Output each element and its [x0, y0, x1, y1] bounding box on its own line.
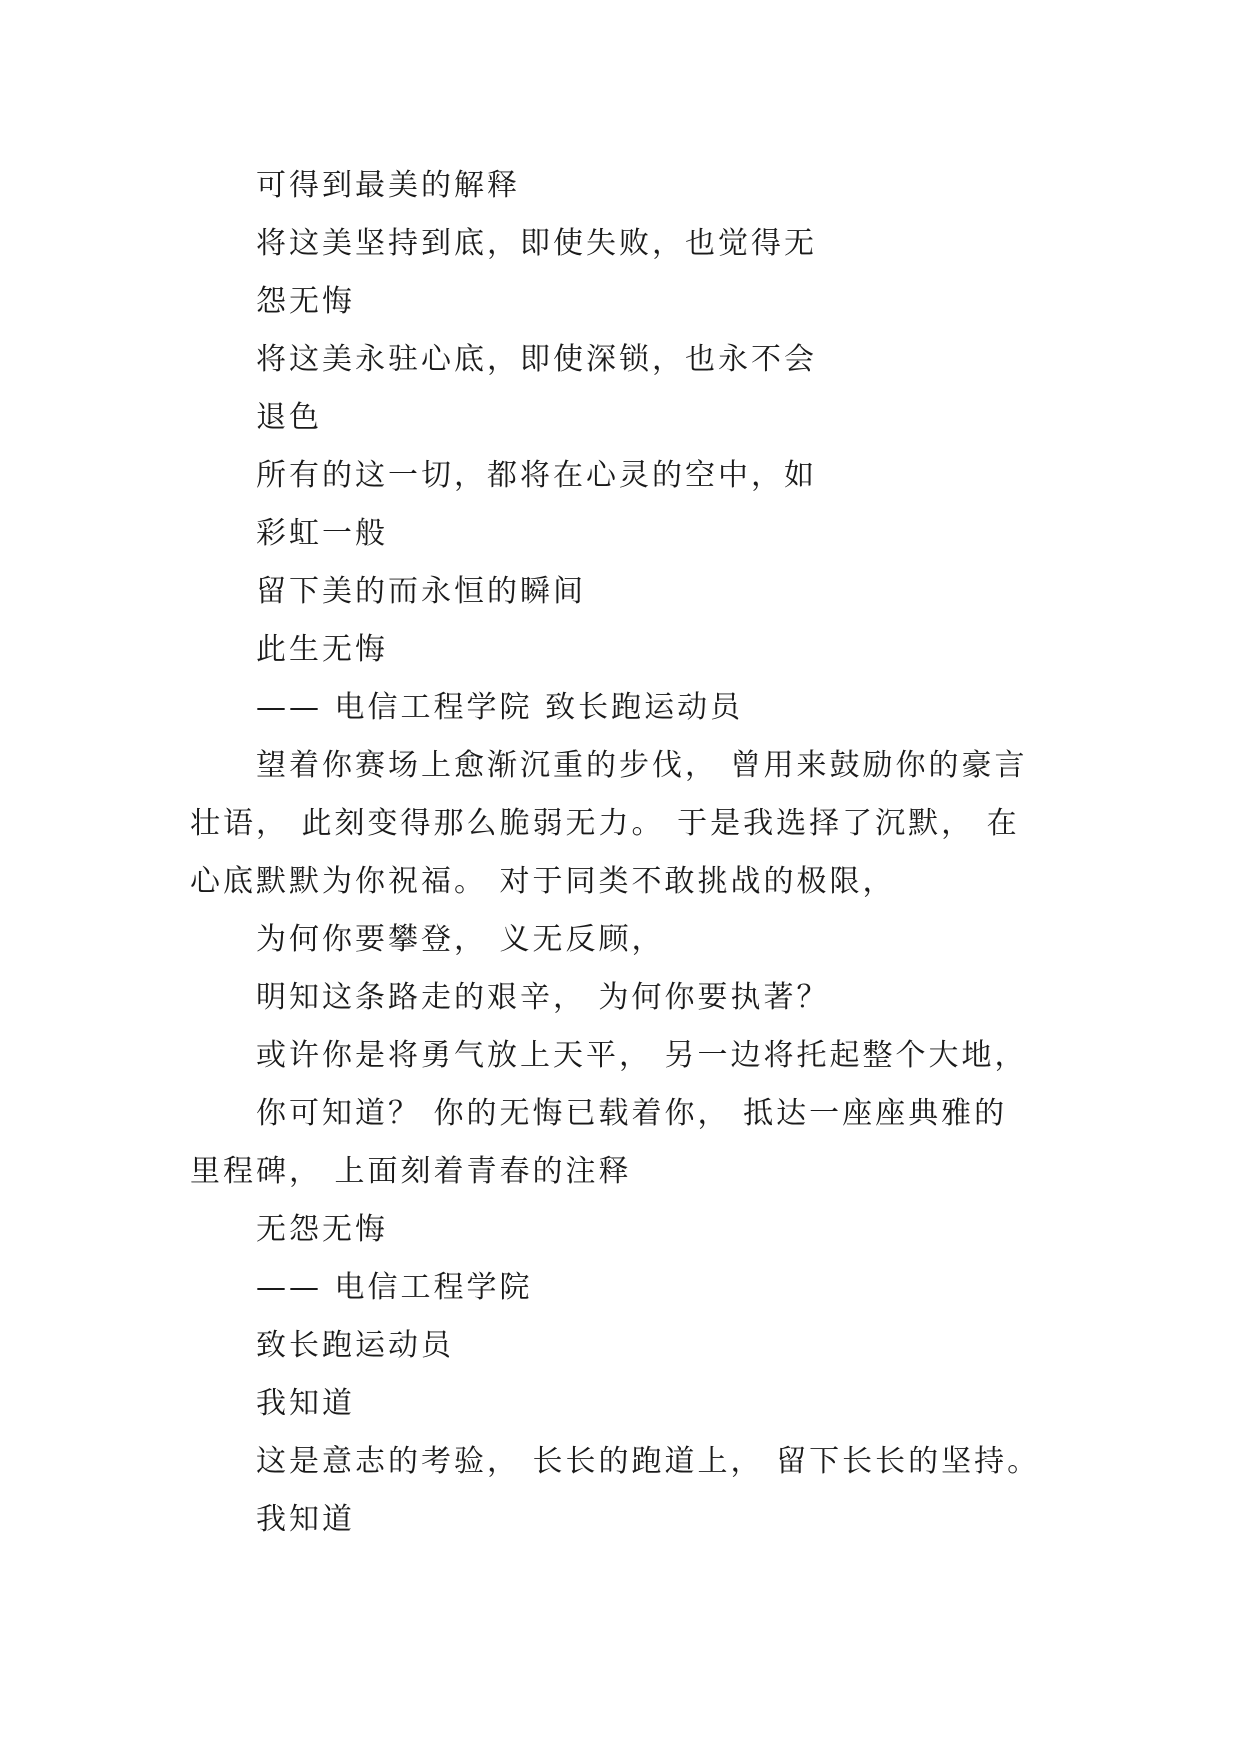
- text-line: 怨无悔: [256, 284, 355, 319]
- text-line: 可得到最美的解释: [256, 168, 520, 203]
- text-line: 这是意志的考验， 长长的跑道上， 留下长长的坚持。: [256, 1444, 1041, 1479]
- text-line: 明知这条路走的艰辛， 为何你要执著？: [256, 980, 830, 1015]
- text-line: 将这美坚持到底，即使失败，也觉得无: [256, 226, 817, 261]
- text-line: 退色: [256, 400, 322, 435]
- text-line: 致长跑运动员: [256, 1328, 454, 1363]
- text-line: 为何你要攀登， 义无反顾，: [256, 922, 665, 957]
- text-line: 将这美永驻心底，即使深锁，也永不会: [256, 342, 817, 377]
- text-line: 你可知道？ 你的无悔已载着你， 抵达一座座典雅的: [256, 1096, 1008, 1131]
- text-line: —— 电信工程学院 致长跑运动员: [256, 690, 744, 725]
- text-line: 无怨无悔: [256, 1212, 388, 1247]
- text-line: 壮语， 此刻变得那么脆弱无力。 于是我选择了沉默， 在: [190, 806, 1020, 841]
- text-line: —— 电信工程学院: [256, 1270, 533, 1305]
- text-line: 望着你赛场上愈渐沉重的步伐， 曾用来鼓励你的豪言: [256, 748, 1028, 783]
- text-line: 里程碑， 上面刻着青春的注释: [190, 1154, 632, 1189]
- text-line: 我知道: [256, 1386, 355, 1421]
- text-line: 心底默默为你祝福。 对于同类不敢挑战的极限，: [190, 864, 896, 899]
- text-line: 此生无悔: [256, 632, 388, 667]
- text-line: 或许你是将勇气放上天平， 另一边将托起整个大地，: [256, 1038, 1028, 1073]
- text-line: 彩虹一般: [256, 516, 388, 551]
- text-line: 所有的这一切，都将在心灵的空中，如: [256, 458, 817, 493]
- text-line: 留下美的而永恒的瞬间: [256, 574, 586, 609]
- text-line: 我知道: [256, 1502, 355, 1537]
